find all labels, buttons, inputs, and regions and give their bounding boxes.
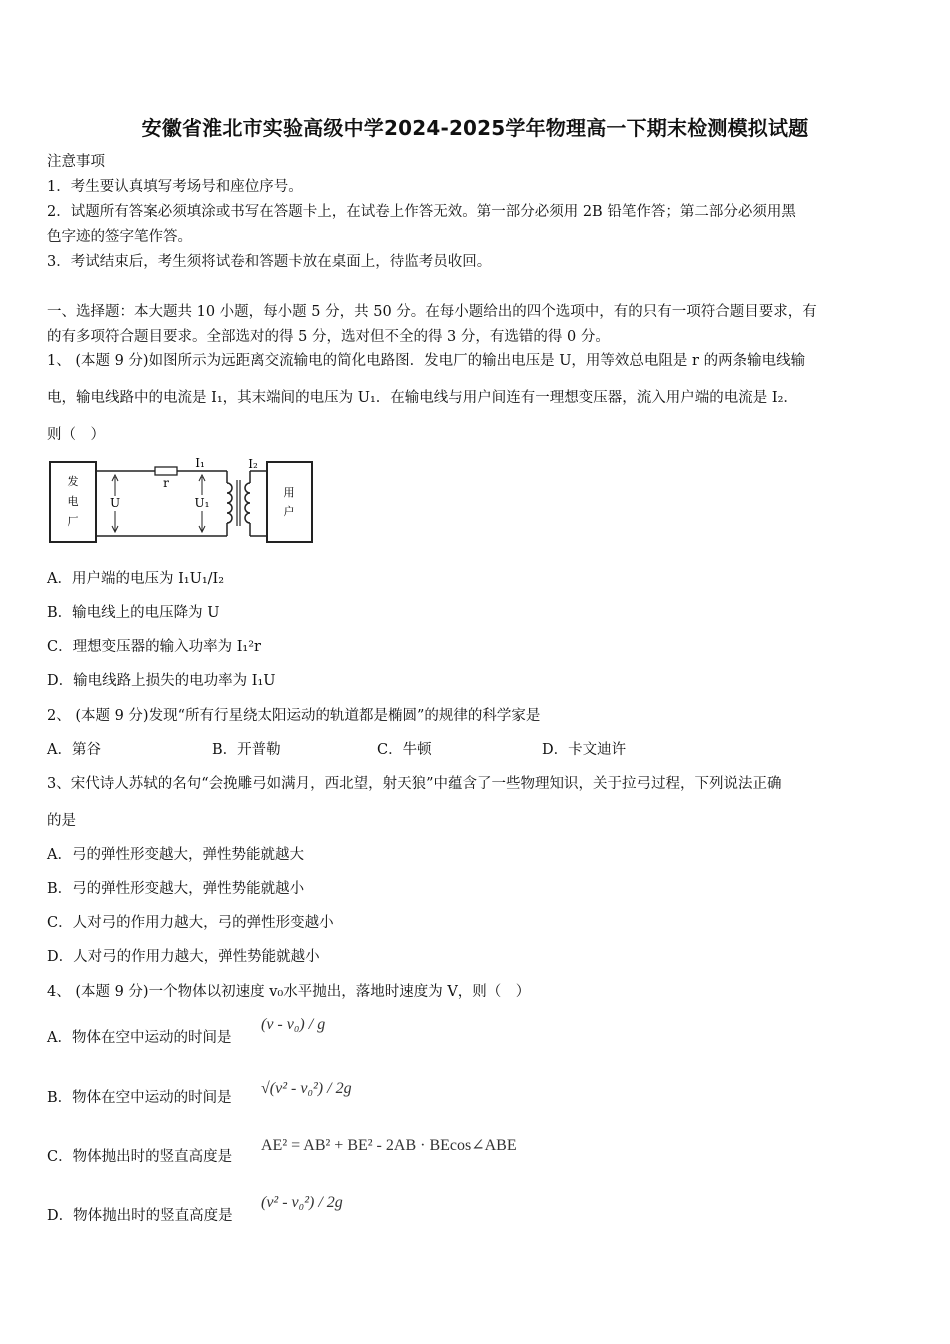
- q1-stem-line2: 电，输电线路中的电流是 I₁，其末端间的电压为 U₁．在输电线与用户间连有一理想变压器，流入用户端的电流是 I₂．: [47, 390, 798, 406]
- plant-char-1: 发: [67, 475, 79, 488]
- q1-stem-line1: 1、 (本题 9 分)如图所示为远距离交流输电的简化电路图．发电厂的输出电压是 U，用等效总电阻是 r 的两条输电线输: [47, 353, 806, 369]
- notice-item-1: 1．考生要认真填写考场号和座位序号。: [47, 179, 303, 195]
- q1-option-d: D．输电线路上损失的电功率为 I₁U: [47, 673, 276, 689]
- notice-heading: 注意事项: [47, 154, 105, 170]
- primary-coil: [227, 483, 232, 523]
- notice-item-2-cont: 色字迹的签字笔作答。: [47, 229, 192, 245]
- plant-char-2: 电: [67, 495, 79, 508]
- label-r: r: [163, 476, 169, 490]
- q3-stem-line1: 3、宋代诗人苏轼的名句“会挽雕弓如满月，西北望，射天狼”中蕴含了一些物理知识，关于拉弓过程，下列说法正确: [47, 776, 782, 792]
- plant-char-3: 厂: [67, 515, 79, 528]
- q3-option-b: B．弓的弹性形变越大，弹性势能就越小: [47, 881, 305, 897]
- q4-option-a-label: A．物体在空中运动的时间是: [47, 1030, 232, 1046]
- q4-option-a-formula: (v - v₀) / g: [261, 1016, 326, 1033]
- label-I1: I₁: [195, 456, 205, 470]
- user-char-1: 用: [283, 486, 295, 499]
- circuit-diagram: [47, 453, 317, 548]
- section-intro-line1: 一、选择题：本大题共 10 小题，每小题 5 分，共 50 分。在每小题给出的四个选项中，有的只有一项符合题目要求，有: [47, 304, 817, 320]
- q1-option-b: B．输电线上的电压降为 U: [47, 605, 220, 621]
- section-intro-line2: 的有多项符合题目要求。全部选对的得 5 分，选对但不全的得 3 分，有选错的得 0 分。: [47, 329, 610, 345]
- label-U: U: [109, 496, 121, 510]
- q2-option-d: D．卡文迪许: [542, 742, 627, 758]
- user-char-2: 户: [283, 505, 295, 518]
- q4-option-c-label: C．物体抛出时的竖直高度是: [47, 1149, 233, 1165]
- q4-option-c-formula: AE² = AB² + BE² - 2AB · BEcos∠ABE: [261, 1137, 517, 1154]
- label-I2: I₂: [248, 457, 258, 471]
- q2-stem: 2、 (本题 9 分)发现“所有行星绕太阳运动的轨道都是椭圆”的规律的科学家是: [47, 708, 541, 724]
- q1-option-a: A．用户端的电压为 I₁U₁/I₂: [47, 571, 225, 587]
- notice-item-3: 3．考试结束后，考生须将试卷和答题卡放在桌面上，待监考员收回。: [47, 254, 492, 270]
- q4-option-b-formula: √(v² - v₀²) / 2g: [261, 1080, 352, 1097]
- page-title: 安徽省淮北市实验高级中学2024-2025学年物理高一下期末检测模拟试题: [141, 116, 809, 140]
- q4-option-d-label: D．物体抛出时的竖直高度是: [47, 1208, 233, 1224]
- q3-option-c: C．人对弓的作用力越大，弓的弹性形变越小: [47, 915, 334, 931]
- q4-option-b-label: B．物体在空中运动的时间是: [47, 1090, 232, 1106]
- q4-stem: 4、 (本题 9 分)一个物体以初速度 v₀水平抛出，落地时速度为 V，则（ ）: [47, 984, 531, 1000]
- user-box: [267, 462, 312, 542]
- q1-stem-line3: 则（ ）: [47, 427, 105, 443]
- notice-item-2: 2．试题所有答案必须填涂或书写在答题卡上，在试卷上作答无效。第一部分必须用 2B 铅笔作答；第二部分必须用黑: [47, 204, 796, 220]
- q2-option-a: A．第谷: [47, 742, 101, 758]
- q3-stem-line2: 的是: [47, 813, 76, 829]
- label-U1: U₁: [194, 496, 210, 510]
- q1-option-c: C．理想变压器的输入功率为 I₁²r: [47, 639, 261, 655]
- q3-option-a: A．弓的弹性形变越大，弹性势能就越大: [47, 847, 304, 863]
- q4-option-d-formula: (v² - v₀²) / 2g: [261, 1194, 343, 1211]
- secondary-coil: [245, 483, 250, 523]
- q2-option-b: B．开普勒: [212, 742, 281, 758]
- q2-option-c: C．牛顿: [377, 742, 432, 758]
- q3-option-d: D．人对弓的作用力越大，弹性势能就越小: [47, 949, 320, 965]
- resistor-r: [155, 467, 177, 475]
